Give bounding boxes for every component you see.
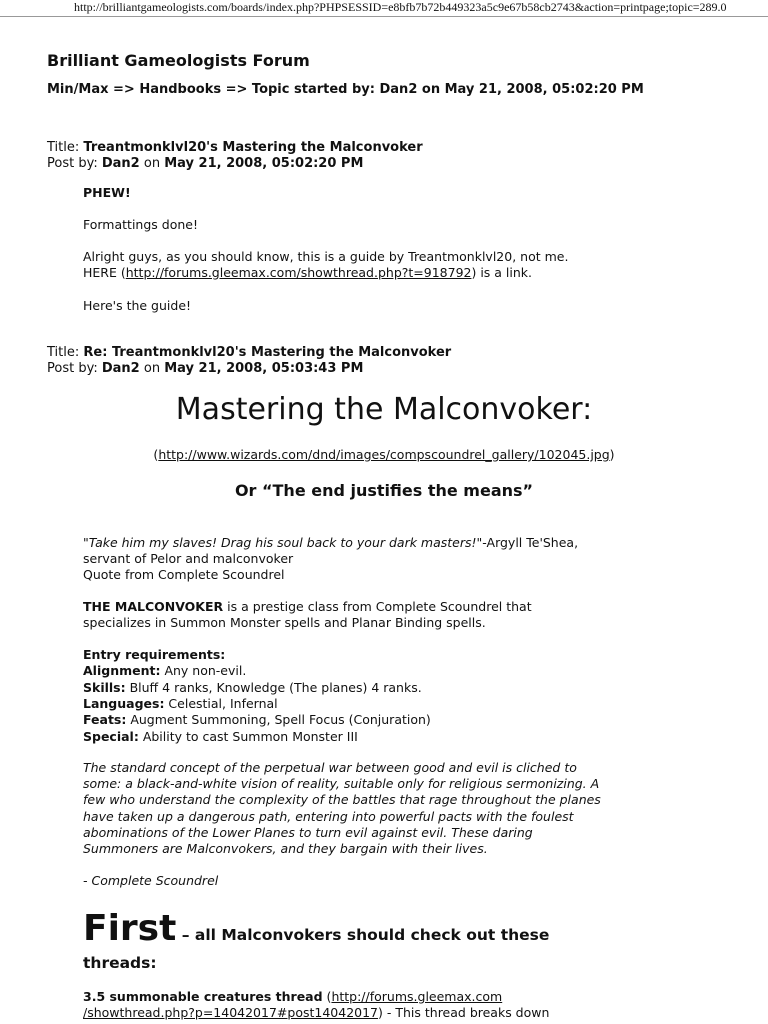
post1-by-label: Post by: — [47, 156, 98, 171]
post2-by-label: Post by: — [47, 361, 98, 376]
guide-img-link-pre: ( — [153, 447, 159, 462]
forum-title: Brilliant Gameologists Forum — [47, 51, 310, 70]
guide-image-link[interactable]: http://www.wizards.com/dnd/images/compscoundrel_gallery/102045.jpg — [158, 447, 610, 462]
post1-here-pre: HERE ( — [83, 265, 126, 280]
requirement-row — [83, 696, 278, 713]
quote-attribution: -Argyll Te'Shea, — [482, 535, 579, 550]
intro-line1 — [83, 599, 532, 616]
thread-bold: 3.5 summonable creatures thread — [83, 989, 323, 1004]
post2-title-label: Title: — [47, 345, 80, 360]
thread-link-part1[interactable]: http://forums.gleemax.com — [331, 989, 503, 1004]
flavor-source: - Complete Scoundrel — [83, 873, 219, 888]
flavor-line: Summoners are Malconvokers, and they bargain with their lives. — [83, 841, 488, 856]
requirement-row — [83, 680, 422, 697]
requirement-label: Skills: — [83, 680, 126, 695]
post1-phew: PHEW! — [83, 185, 131, 200]
guide-image-link-line — [0, 447, 768, 462]
post1-title: Treantmonklvl20's Mastering the Malconvoker — [83, 140, 423, 155]
intro-rest: is a prestige class from Complete Scoundrel that — [223, 599, 532, 614]
first-line2: threads: — [83, 954, 157, 972]
post2-on: on — [143, 361, 161, 376]
intro-line2: specializes in Summon Monster spells and Planar Binding spells. — [83, 615, 486, 630]
header-divider — [0, 16, 768, 17]
requirement-row — [83, 729, 358, 746]
quote-line2: servant of Pelor and malconvoker — [83, 551, 294, 566]
quote-line3: Quote from Complete Scoundrel — [83, 567, 285, 582]
thread-pre: ( — [322, 989, 332, 1004]
breadcrumb: Min/Max => Handbooks => Topic started by: Dan2 on May 21, 2008, 05:02:20 PM — [47, 82, 644, 97]
post1-here-link[interactable]: http://forums.gleemax.com/showthread.php?t=918792 — [125, 265, 472, 280]
first-rest: – all Malconvokers should check out these — [176, 926, 550, 944]
post1-date: May 21, 2008, 05:02:20 PM — [164, 156, 364, 171]
post1-formattings: Formattings done! — [83, 217, 198, 232]
post1-by-line — [47, 155, 363, 172]
first-big: First — [83, 908, 177, 949]
browser-url: http://brilliantgameologists.com/boards/index.php?PHPSESSID=e8bfb7b72b449323a5c9e67b58cb2743&action=printpage;topic=289.0 — [74, 0, 727, 14]
thread-line1 — [83, 989, 502, 1006]
requirement-value: Augment Summoning, Spell Focus (Conjuration) — [126, 712, 431, 727]
quote-line1 — [83, 535, 578, 552]
requirement-label: Feats: — [83, 712, 127, 727]
post1-on: on — [143, 156, 161, 171]
flavor-line: few who understand the complexity of the battles that rage throughout the planes — [83, 792, 601, 807]
post1-line1: Alright guys, as you should know, this is a guide by Treantmonklvl20, not me. — [83, 249, 569, 264]
thread-post: ) - This thread breaks down — [378, 1005, 550, 1020]
post1-here-line — [83, 265, 532, 282]
post1-title-label: Title: — [47, 140, 80, 155]
guide-img-link-post: ) — [609, 447, 615, 462]
requirement-row — [83, 663, 246, 680]
flavor-line: have taken up a dangerous path, entering into powerful pacts with the foulest — [83, 809, 574, 824]
thread-link-part2[interactable]: /showthread.php?p=14042017#post14042017 — [83, 1005, 379, 1020]
post1-author: Dan2 — [101, 156, 140, 171]
requirement-label: Special: — [83, 729, 139, 744]
quote-text: "Take him my slaves! Drag his soul back to your dark masters!" — [83, 535, 483, 550]
guide-subtitle: Or “The end justifies the means” — [234, 481, 534, 500]
post2-title: Re: Treantmonklvl20's Mastering the Malconvoker — [83, 345, 452, 360]
post2-author: Dan2 — [101, 361, 140, 376]
post1-title-line — [47, 139, 423, 156]
post2-by-line — [47, 360, 363, 377]
flavor-line: The standard concept of the perpetual war between good and evil is cliched to — [83, 760, 577, 775]
post2-date: May 21, 2008, 05:03:43 PM — [164, 361, 364, 376]
flavor-line: some: a black-and-white vision of reality, suitable only for religious sermonizing. A — [83, 776, 600, 791]
requirement-row — [83, 712, 431, 729]
requirement-value: Ability to cast Summon Monster III — [138, 729, 358, 744]
requirement-value: Celestial, Infernal — [164, 696, 278, 711]
post1-here-post: ) is a link. — [471, 265, 533, 280]
guide-heading: Mastering the Malconvoker: — [175, 392, 593, 427]
thread-line2 — [83, 1005, 549, 1022]
requirement-label: Alignment: — [83, 663, 161, 678]
requirement-value: Bluff 4 ranks, Knowledge (The planes) 4 ranks. — [125, 680, 422, 695]
first-heading — [83, 906, 549, 959]
requirement-value: Any non-evil. — [160, 663, 247, 678]
entry-heading: Entry requirements: — [83, 647, 226, 662]
post1-guide: Here's the guide! — [83, 298, 192, 313]
flavor-line: abominations of the Lower Planes to turn evil against evil. These daring — [83, 825, 533, 840]
intro-bold: THE MALCONVOKER — [83, 599, 224, 614]
requirement-label: Languages: — [83, 696, 165, 711]
post2-title-line — [47, 344, 451, 361]
